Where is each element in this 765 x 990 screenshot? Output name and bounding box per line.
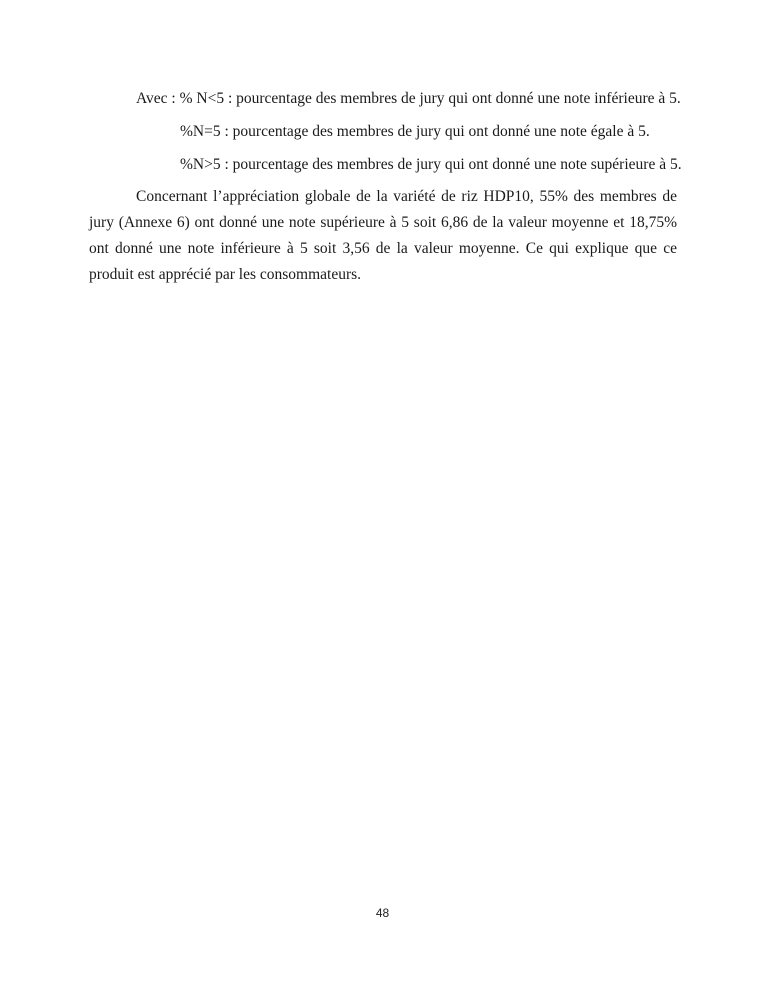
definition-line-n-lt-5: Avec : % N<5 : pourcentage des membres de jury qui ont donné une note inférieure à 5. — [136, 90, 681, 107]
page-content — [89, 82, 682, 288]
page-number: 48 — [375, 906, 390, 920]
definition-line-n-eq-5: %N=5 : pourcentage des membres de jury qui ont donné une note égale à 5. — [180, 123, 650, 140]
body-paragraph: Concernant l’appréciation globale de la variété de riz HDP10, 55% des membres de jury (Annexe 6) ont donné une note supérieure à 5 soit 6,86 de la valeur moyenne et 18,75% ont donné une note inférieure à 5 soit 3,56 de la valeur moyenne. Ce qui explique que ce produit est apprécié par les consommateurs. — [89, 188, 677, 283]
definition-line-n-gt-5: %N>5 : pourcentage des membres de jury qui ont donné une note supérieure à 5. — [180, 156, 682, 173]
